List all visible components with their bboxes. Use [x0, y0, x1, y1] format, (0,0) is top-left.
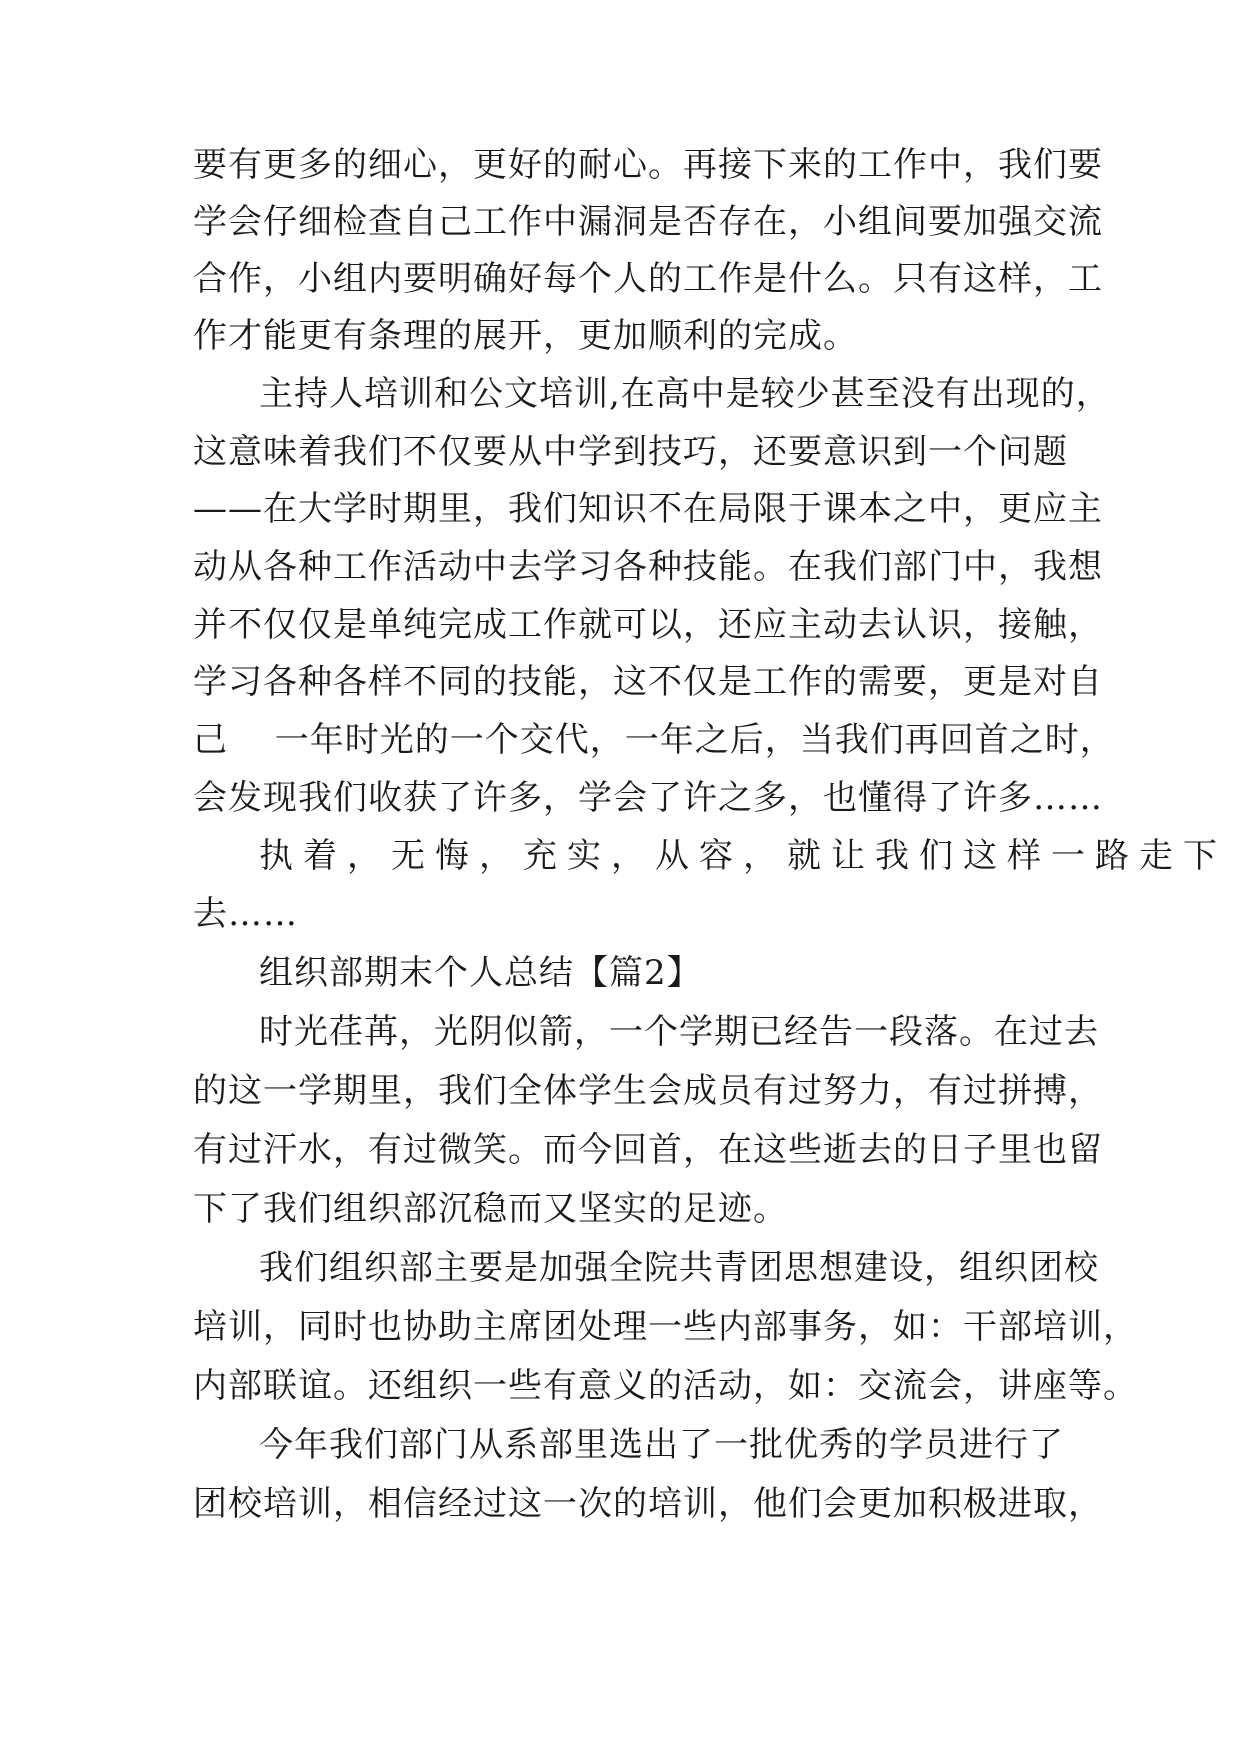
paragraph-line: ——在大学时期里，我们知识不在局限于课本之中，更应主 [193, 489, 1103, 529]
paragraph-line: 我们组织部主要是加强全院共青团思想建设，组织团校 [259, 1248, 1099, 1288]
paragraph-line: 学会仔细检查自己工作中漏洞是否存在，小组间要加强交流 [193, 202, 1103, 242]
paragraph-line: 动从各种工作活动中去学习各种技能。在我们部门中，我想 [193, 547, 1103, 587]
paragraph-line: 合作，小组内要明确好每个人的工作是什么。只有这样，工 [193, 259, 1103, 299]
paragraph-line: 下了我们组织部沉稳而又坚实的足迹。 [193, 1189, 788, 1229]
paragraph-line: 主持人培训和公文培训,在高中是较少甚至没有出现的， [259, 374, 1111, 414]
paragraph-line: 学习各种各样不同的技能，这不仅是工作的需要，更是对自 [193, 662, 1103, 702]
paragraph-line: 这意味着我们不仅要从中学到技巧，还要意识到一个问题 [193, 432, 1068, 472]
paragraph-line: 己 一年时光的一个交代，一年之后，当我们再回首之时， [193, 720, 1115, 760]
section-heading: 组织部期末个人总结【篇2】 [259, 953, 702, 993]
paragraph-line: 去…… [193, 894, 298, 934]
paragraph-line: 培训，同时也协助主席团处理一些内部事务，如：干部培训， [193, 1307, 1138, 1347]
paragraph-line: 内部联谊。还组织一些有意义的活动，如：交流会，讲座等。 [193, 1366, 1138, 1406]
paragraph-line: 时光荏苒，光阴似箭，一个学期已经告一段落。在过去 [259, 1012, 1099, 1052]
paragraph-line: 执着，无悔，充实，从容，就让我们这样一路走下 [259, 836, 1227, 876]
paragraph-line: 今年我们部门从系部里选出了一批优秀的学员进行了 [259, 1425, 1064, 1465]
paragraph-line: 要有更多的细心，更好的耐心。再接下来的工作中，我们要 [193, 145, 1103, 185]
paragraph-line: 会发现我们收获了许多，学会了许之多，也懂得了许多…… [193, 778, 1103, 818]
paragraph-line: 并不仅仅是单纯完成工作就可以，还应主动去认识，接触， [193, 605, 1103, 645]
paragraph-line: 的这一学期里，我们全体学生会成员有过努力，有过拼搏， [193, 1071, 1103, 1111]
paragraph-line: 作才能更有条理的展开，更加顺利的完成。 [193, 316, 858, 356]
paragraph-line: 团校培训，相信经过这一次的培训，他们会更加积极进取， [193, 1484, 1103, 1524]
paragraph-line: 有过汗水，有过微笑。而今回首，在这些逝去的日子里也留 [193, 1130, 1103, 1170]
